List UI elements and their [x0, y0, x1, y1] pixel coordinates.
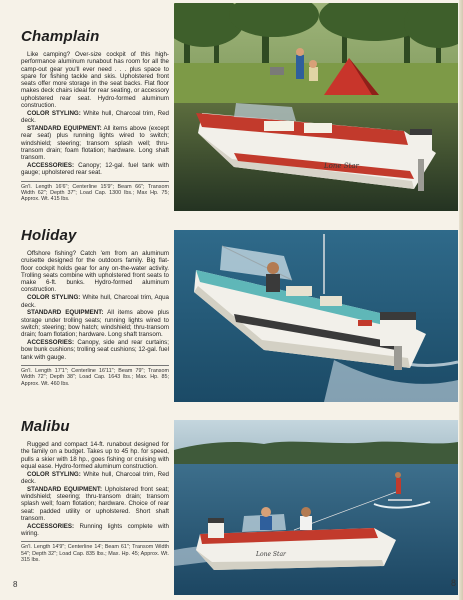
equipment-label: STANDARD EQUIPMENT: — [27, 309, 104, 317]
holiday-text — [21, 227, 169, 387]
accessories-value: Canopy; 12-gal. fuel tank with gauge; upholstered rear seat. — [21, 161, 169, 177]
champlain-boat-photo — [174, 3, 458, 211]
svg-text:Lone Star: Lone Star — [324, 162, 359, 170]
accessories-label: ACCESSORIES: — [27, 522, 75, 530]
svg-text:Lone Star: Lone Star — [256, 551, 286, 558]
intro-text: Offshore fishing? Catch 'em from an aluminum cruisette designed for the outdoors family. Big flat-floor cockpit holds gear for any on-the-water activity. Trolling seats combine with upholstered front seats to make 6-ft. bunks. Hydro-formed aluminum construction. — [21, 250, 169, 294]
intro-text: Like camping? Over-size cockpit of this high-performance aluminum runabout has room for all the camp-out gear you'll ever need . . . plus space to spare for fishing tackle and skis. Upholstered front seats offer more storage in the seat backs. Flat floor makes deck chairs ideal for rear seating, or accessory upholstered rear seat. Hydro-formed aluminum construction. — [21, 51, 169, 110]
equipment-label: STANDARD EQUIPMENT: — [27, 124, 102, 132]
color-value: White hull, Charcoal trim, Aqua deck. — [21, 294, 169, 309]
equipment-value: Upholstered front seat; windshield; steering; thru-transom drain; transom splash well; foam flotation; hardware. Choice of rear seat: padded utility or upholstered. Short shaft transom. — [21, 485, 169, 522]
color-styling — [21, 471, 169, 486]
page-number: 8 — [13, 580, 18, 589]
intro-text: Rugged and compact 14-ft. runabout designed for the family on a budget. Takes up to 45 hp. for speed, pulls a skier with 18 hp., goes fishing or cruising with equal ease. Hydro-formed aluminum construction. — [21, 441, 169, 470]
color-value: White hull, Charcoal trim, Red deck. — [21, 470, 169, 485]
color-styling — [21, 110, 169, 125]
color-label: COLOR STYLING: — [27, 109, 81, 117]
model-description — [21, 441, 169, 564]
page-gutter — [459, 0, 463, 600]
accessories — [21, 523, 169, 538]
color-value: White hull, Charcoal trim, Red deck. — [21, 109, 169, 125]
model-description — [21, 250, 169, 387]
champlain-photo-illustration — [174, 3, 458, 211]
model-title: Malibu — [21, 418, 70, 435]
accessories-value: Canopy, side and rear curtains; bow bunk cushions; trolling seat cushions; 12-gal. fuel tank with gauge. — [21, 339, 169, 361]
standard-equipment — [21, 309, 169, 338]
malibu-text — [21, 418, 169, 564]
accessories-value: Running lights complete with wiring. — [21, 522, 169, 538]
corner-page-number: 8 — [450, 578, 456, 588]
champlain-text — [21, 28, 169, 203]
holiday-boat-photo — [174, 230, 458, 402]
standard-equipment — [21, 486, 169, 522]
color-styling — [21, 294, 169, 309]
malibu-boat-photo — [174, 420, 458, 595]
color-label: COLOR STYLING: — [27, 294, 81, 302]
spec-block: Gn'l. Length 17'1"; Centerline 16'11"; Beam 79"; Transom Width 72"; Depth 38"; Load Cap. 1643 lbs.; Max. Hp. 85; Approx. Wt. 460 lbs. — [21, 365, 169, 387]
accessories — [21, 339, 169, 361]
spec-block: Gn'l. Length 14'9"; Centerline 14'; Beam 61"; Transom Width 54"; Depth 32"; Load Cap. 835 lbs.; Max. Hp. 45; Approx. Wt. 315 lbs. — [21, 541, 169, 563]
accessories-label: ACCESSORIES: — [27, 339, 75, 347]
model-title: Champlain — [21, 28, 100, 45]
standard-equipment — [21, 125, 169, 161]
equipment-label: STANDARD EQUIPMENT: — [27, 485, 103, 493]
malibu-photo-illustration — [174, 420, 458, 595]
accessories-label: ACCESSORIES: — [27, 161, 75, 169]
spec-block: Gn'l. Length 16'6"; Centerline 15'9"; Beam 66"; Transom Width 62"; Depth 37"; Load Cap. 1300 lbs.; Max Hp. 75; Approx. Wt. 415 lbs. — [21, 181, 169, 203]
model-description — [21, 51, 169, 203]
model-title: Holiday — [21, 227, 77, 244]
equipment-value: All items above plus storage under trolling seats; running lights wired to switch; steering; bow hatch; windshield; thru-transom drain; foam flotation; hardware. Long shaft transom. — [21, 309, 169, 339]
color-label: COLOR STYLING: — [27, 470, 81, 478]
accessories — [21, 162, 169, 177]
holiday-photo-illustration — [174, 230, 458, 402]
equipment-value: All items above (except rear seat) plus running lights wired to switch; windshield; steering; transom splash well; thru-transom drain; foam flotation; hardware. Long shaft transom. — [21, 124, 169, 162]
